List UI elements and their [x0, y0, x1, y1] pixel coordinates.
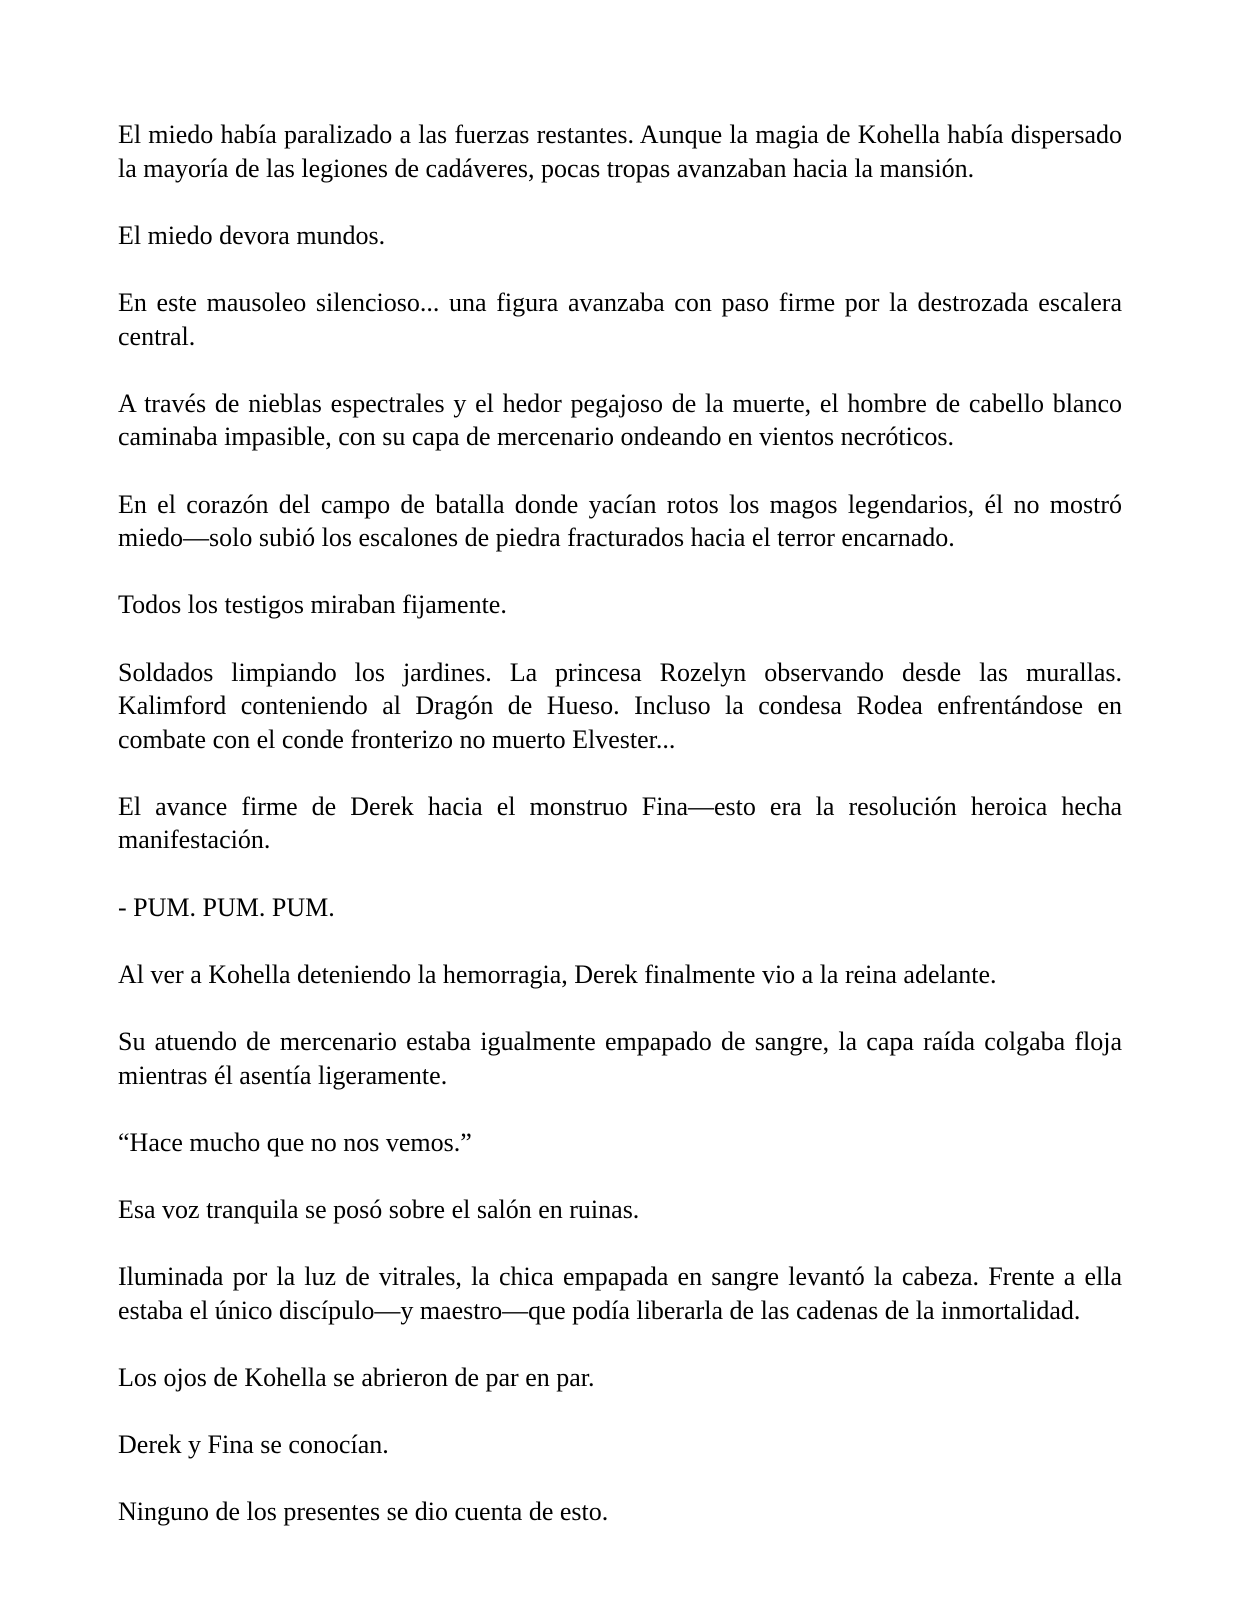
paragraph-8: El avance firme de Derek hacia el monstruo Fina—esto era la resolución heroica hecha manifestación.	[118, 791, 1122, 855]
paragraph-3: En este mausoleo silencioso... una figura avanzaba con paso firme por la destrozada escalera central.	[118, 287, 1122, 351]
paragraph-14: Iluminada por la luz de vitrales, la chica empapada en sangre levantó la cabeza. Frente a ella estaba el único discípulo—y maestro—que podía liberarla de las cadenas de la inmortalidad.	[118, 1262, 1122, 1325]
paragraph-9: - PUM. PUM. PUM.	[118, 892, 335, 922]
paragraph-7: Soldados limpiando los jardines. La princesa Rozelyn observando desde las murallas. Kalimford conteniendo al Dragón de Hueso. Incluso la condesa Rodea enfrentándose en combate con el conde fronterizo no muerto Elvester...	[118, 657, 1122, 754]
paragraph-12: “Hace mucho que no nos vemos.”	[118, 1127, 472, 1157]
paragraph-6: Todos los testigos miraban fijamente.	[118, 590, 507, 620]
paragraph-11: Su atuendo de mercenario estaba igualmente empapado de sangre, la capa raída colgaba floja mientras él asentía ligeramente.	[118, 1027, 1122, 1090]
paragraph-4: A través de nieblas espectrales y el hedor pegajoso de la muerte, el hombre de cabello blanco caminaba impasible, con su capa de mercenario ondeando en vientos necróticos.	[118, 388, 1122, 452]
paragraph-13: Esa voz tranquila se posó sobre el salón en ruinas.	[118, 1195, 640, 1224]
paragraph-1: El miedo había paralizado a las fuerzas restantes. Aunque la magia de Kohella había dispersado la mayoría de las legiones de cadáveres, pocas tropas avanzaban hacia la mansión.	[118, 120, 1122, 183]
paragraph-10: Al ver a Kohella deteniendo la hemorragia, Derek finalmente vio a la reina adelante.	[118, 959, 997, 989]
paragraph-16: Derek y Fina se conocían.	[118, 1430, 389, 1460]
document-page	[118, 118, 1122, 1563]
paragraph-2: El miedo devora mundos.	[118, 220, 386, 250]
paragraph-15: Los ojos de Kohella se abrieron de par en par.	[118, 1362, 595, 1392]
paragraph-5: En el corazón del campo de batalla donde yacían rotos los magos legendarios, él no mostró miedo—solo subió los escalones de piedra fracturados hacia el terror encarnado.	[118, 489, 1122, 553]
paragraph-17: Ninguno de los presentes se dio cuenta de esto.	[118, 1497, 609, 1527]
